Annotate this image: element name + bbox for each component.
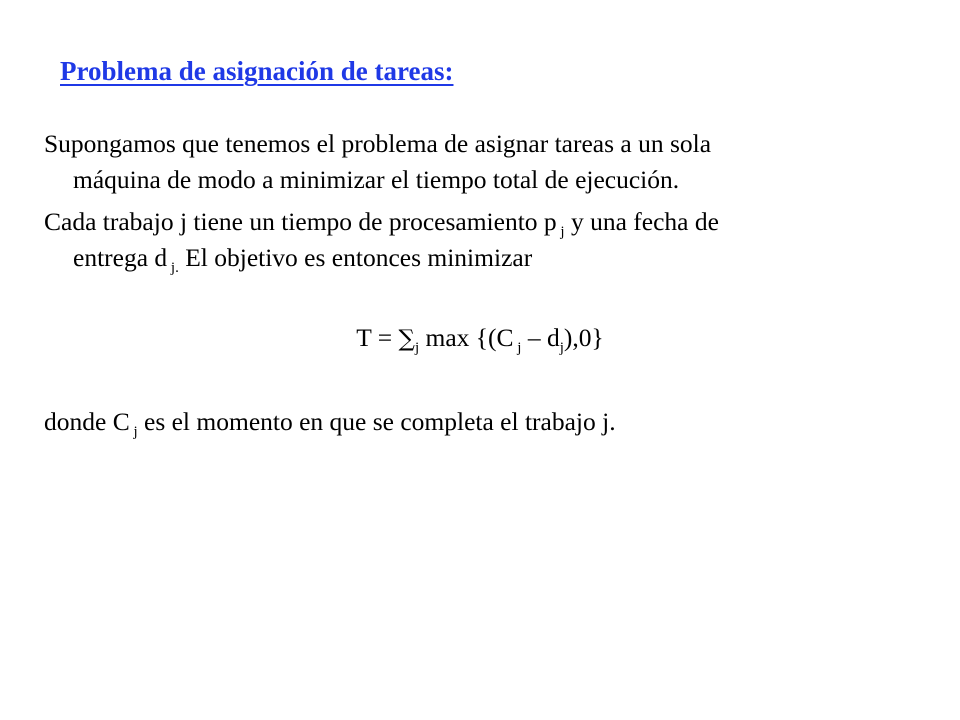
subscript: j [414, 340, 420, 356]
formula-text: max {(C [419, 323, 514, 352]
subscript: j [560, 224, 565, 240]
text-segment: Cada trabajo j tiene un tiempo de procesamiento p [44, 207, 557, 236]
text-segment: es el momento en que se completa el trabajo j. [137, 407, 616, 436]
paragraph-line: máquina de modo a minimizar el tiempo total de ejecución. [73, 165, 680, 194]
objective-formula [0, 320, 960, 357]
paragraph-job-definition [44, 204, 924, 276]
paragraph-line: Supongamos que tenemos el problema de asignar tareas a un sola [44, 129, 712, 158]
text-segment: donde C [44, 407, 130, 436]
summation-symbol: ∑ [398, 326, 415, 352]
subscript: j [133, 424, 138, 440]
paragraph-problem-statement [44, 126, 924, 198]
subscript: j [559, 340, 564, 356]
formula-text: – d [521, 323, 560, 352]
formula-lhs: T = [356, 323, 399, 352]
text-segment: entrega d [73, 243, 168, 272]
formula-text: ),0} [563, 323, 604, 352]
slide-title: Problema de asignación de tareas: [60, 56, 454, 86]
paragraph-definition-c [44, 404, 924, 440]
text-segment: y una fecha de [564, 207, 719, 236]
subscript: j. [170, 260, 179, 276]
paragraph-line [44, 404, 924, 440]
paragraph-line [44, 240, 924, 276]
text-segment: El objetivo es entonces minimizar [178, 243, 533, 272]
subscript: j [517, 340, 522, 356]
paragraph-line [44, 204, 924, 240]
